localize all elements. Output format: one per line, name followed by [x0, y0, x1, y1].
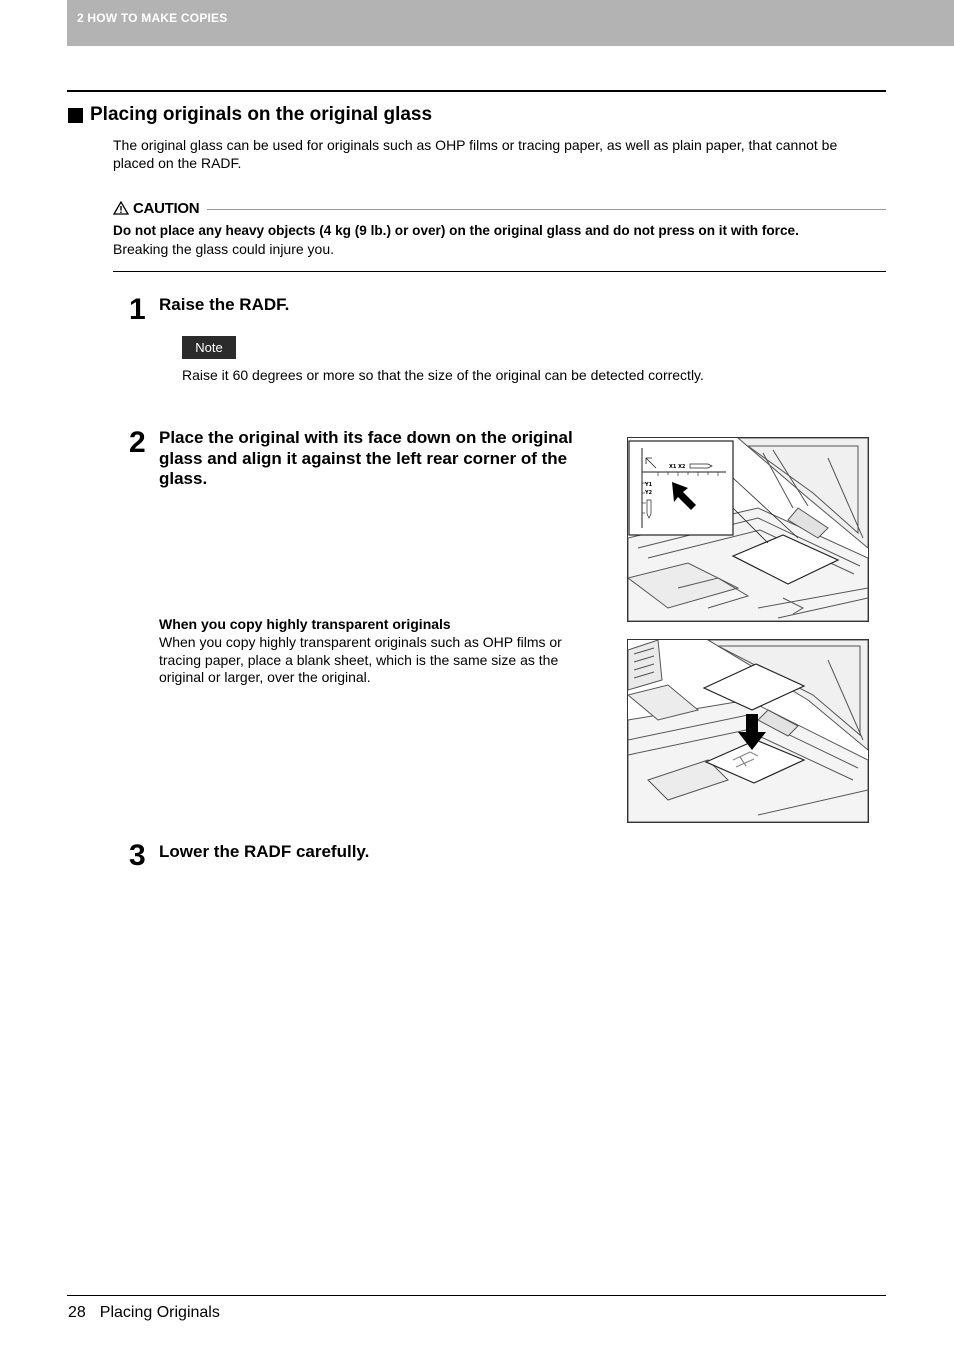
- step-3-title: Lower the RADF carefully.: [159, 842, 370, 861]
- caution-header: [113, 199, 886, 217]
- section-intro-line-1: The original glass can be used for originals such as OHP films or tracing paper, as well as plain paper, that cannot be: [113, 137, 838, 153]
- scale-y2-label: Y2: [645, 490, 653, 496]
- transparent-originals-line-1: When you copy highly transparent originals such as OHP films or: [159, 634, 562, 650]
- copier-glass-drawing: [628, 438, 868, 621]
- section-heading: [68, 104, 432, 126]
- step-3-number: 3: [129, 839, 145, 872]
- blank-sheet-illustration: [627, 639, 869, 823]
- section-top-rule: [67, 90, 886, 92]
- step-2-title-line-1: Place the original with its face down on the original: [159, 428, 573, 447]
- caution-label: CAUTION: [133, 199, 200, 217]
- page-footer: [68, 1304, 220, 1322]
- warning-triangle-icon: [113, 201, 129, 215]
- step-2-number: 2: [129, 426, 145, 459]
- chapter-title: 2 HOW TO MAKE COPIES: [77, 11, 228, 25]
- caution-divider: [207, 209, 886, 210]
- step-1-note-text: Raise it 60 degrees or more so that the size of the original can be detected correctly.: [182, 367, 704, 383]
- step-1-title: Raise the RADF.: [159, 295, 290, 314]
- step-2-title-line-2: glass and align it against the left rear corner of the: [159, 448, 568, 468]
- footer-section-name: Placing Originals: [99, 1304, 220, 1321]
- section-intro-line-2: placed on the RADF.: [113, 155, 242, 171]
- caution-text: Breaking the glass could injure you.: [113, 241, 335, 257]
- step-2-title-line-3: glass.: [159, 469, 208, 488]
- align-original-illustration: [627, 437, 869, 622]
- page-number: 28: [68, 1304, 86, 1321]
- step-1-number: 1: [129, 293, 145, 326]
- square-bullet-icon: [68, 108, 83, 123]
- transparent-originals-heading: When you copy highly transparent originals: [159, 616, 451, 632]
- copier-blank-sheet-drawing: [628, 640, 868, 822]
- chapter-header-bar: [67, 0, 954, 46]
- caution-bold-text: Do not place any heavy objects (4 kg (9 lb.) or over) on the original glass and do not press on it with force.: [113, 223, 799, 238]
- scale-x-label: X1 X2: [669, 464, 686, 470]
- section-title: Placing originals on the original glass: [90, 104, 433, 125]
- scale-y1-label: Y1: [645, 482, 653, 488]
- footer-rule: [67, 1295, 886, 1296]
- transparent-originals-line-3: original or larger, over the original.: [159, 669, 371, 685]
- transparent-originals-line-2: tracing paper, place a blank sheet, which is the same size as the: [159, 651, 559, 668]
- note-badge: Note: [182, 336, 236, 359]
- caution-bottom-rule: [113, 271, 886, 272]
